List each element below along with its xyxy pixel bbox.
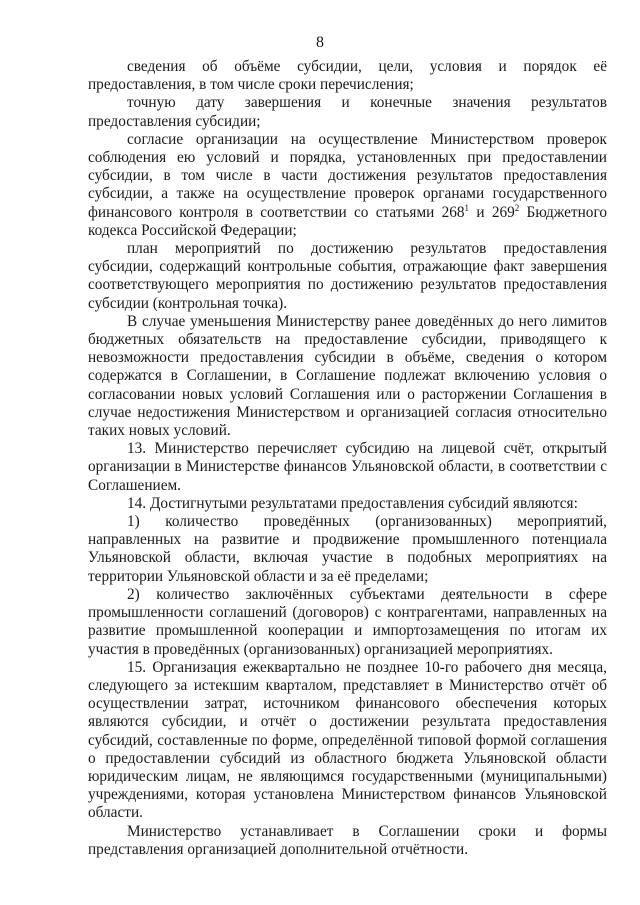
paragraph-limits-reduction: В случае уменьшения Министерству ранее доведённых до него лимитов бюджетных обязательств на предоставление субсидии, приводящего к невозможности предоставления субсидии в объёме, сведения о котором содержатся в Соглашении, в Соглашение подлежат включению условия о согласовании новых условий Соглашения или о расторжении Соглашения в случае недостижения Министерством и организацией согласия относительно таких новых условий. <box>88 312 607 440</box>
paragraph-clause-14: 14. Достигнутыми результатами предоставления субсидий являются: <box>127 494 578 512</box>
paragraph-subsidy-info: сведения об объёме субсидии, цели, условия и порядок её предоставления, в том числе сроки перечисления; <box>88 58 607 94</box>
paragraph-additional-reporting: Министерство устанавливает в Соглашении сроки и формы представления организацией дополнительной отчётности. <box>88 822 607 858</box>
article-superscript: 2 <box>514 202 520 213</box>
paragraph-completion-date: точную дату завершения и конечные значения результатов предоставления субсидии; <box>88 94 607 130</box>
page-number: 8 <box>316 34 324 51</box>
paragraph-result-1: 1) количество проведённых (организованных) мероприятий, направленных на развитие и продвижение промышленного потенциала Ульяновской области, включая участие в подобных мероприятиях на территории Ульяновской области и за её пределами; <box>88 513 607 585</box>
article-superscript: 1 <box>464 202 470 213</box>
paragraph-clause-15: 15. Организация ежеквартально не позднее 10-го рабочего дня месяца, следующего за истекшим кварталом, представляет в Министерство отчёт об осуществлении затрат, источником финансового обеспечения которых являются субсидии, и отчёт о достижении результата предоставления субсидий, составленные по форме, определённой типовой формой соглашения о предоставлении субсидий из областного бюджета Ульяновской области юридическим лицам, не являющимся государственными (муниципальными) учреждениями, которая установлена Министерством финансов Ульяновской области. <box>88 658 607 822</box>
paragraph-clause-13: 13. Министерство перечисляет субсидию на лицевой счёт, открытый организации в Министерстве финансов Ульяновской области, в соответствии с Соглашением. <box>88 440 607 494</box>
paragraph-action-plan: план мероприятий по достижению результатов предоставления субсидии, содержащий контрольные события, отражающие факт завершения соответствующего мероприятия по достижению результатов предоставления субсидии (контрольная точка). <box>88 240 607 312</box>
paragraph-result-2: 2) количество заключённых субъектами деятельности в сфере промышленности соглашений (договоров) с контрагентами, направленных на развитие промышленной кооперации и импортозамещения по итогам их участия в проведённых (организованных) организацией мероприятиях. <box>88 585 607 658</box>
document-body <box>88 58 607 859</box>
paragraph-consent-inspections: согласие организации на осуществление Министерством проверок соблюдения ею условий и порядка, установленных при предоставлении субсидии, в том числе в части достижения результатов предоставления субсидии, а также на осуществление проверок органами государственного финансового контроля в соответствии со статьями $268^1$ и $269^2$ Бюджетного кодекса Российской Федерации; <box>88 130 607 239</box>
